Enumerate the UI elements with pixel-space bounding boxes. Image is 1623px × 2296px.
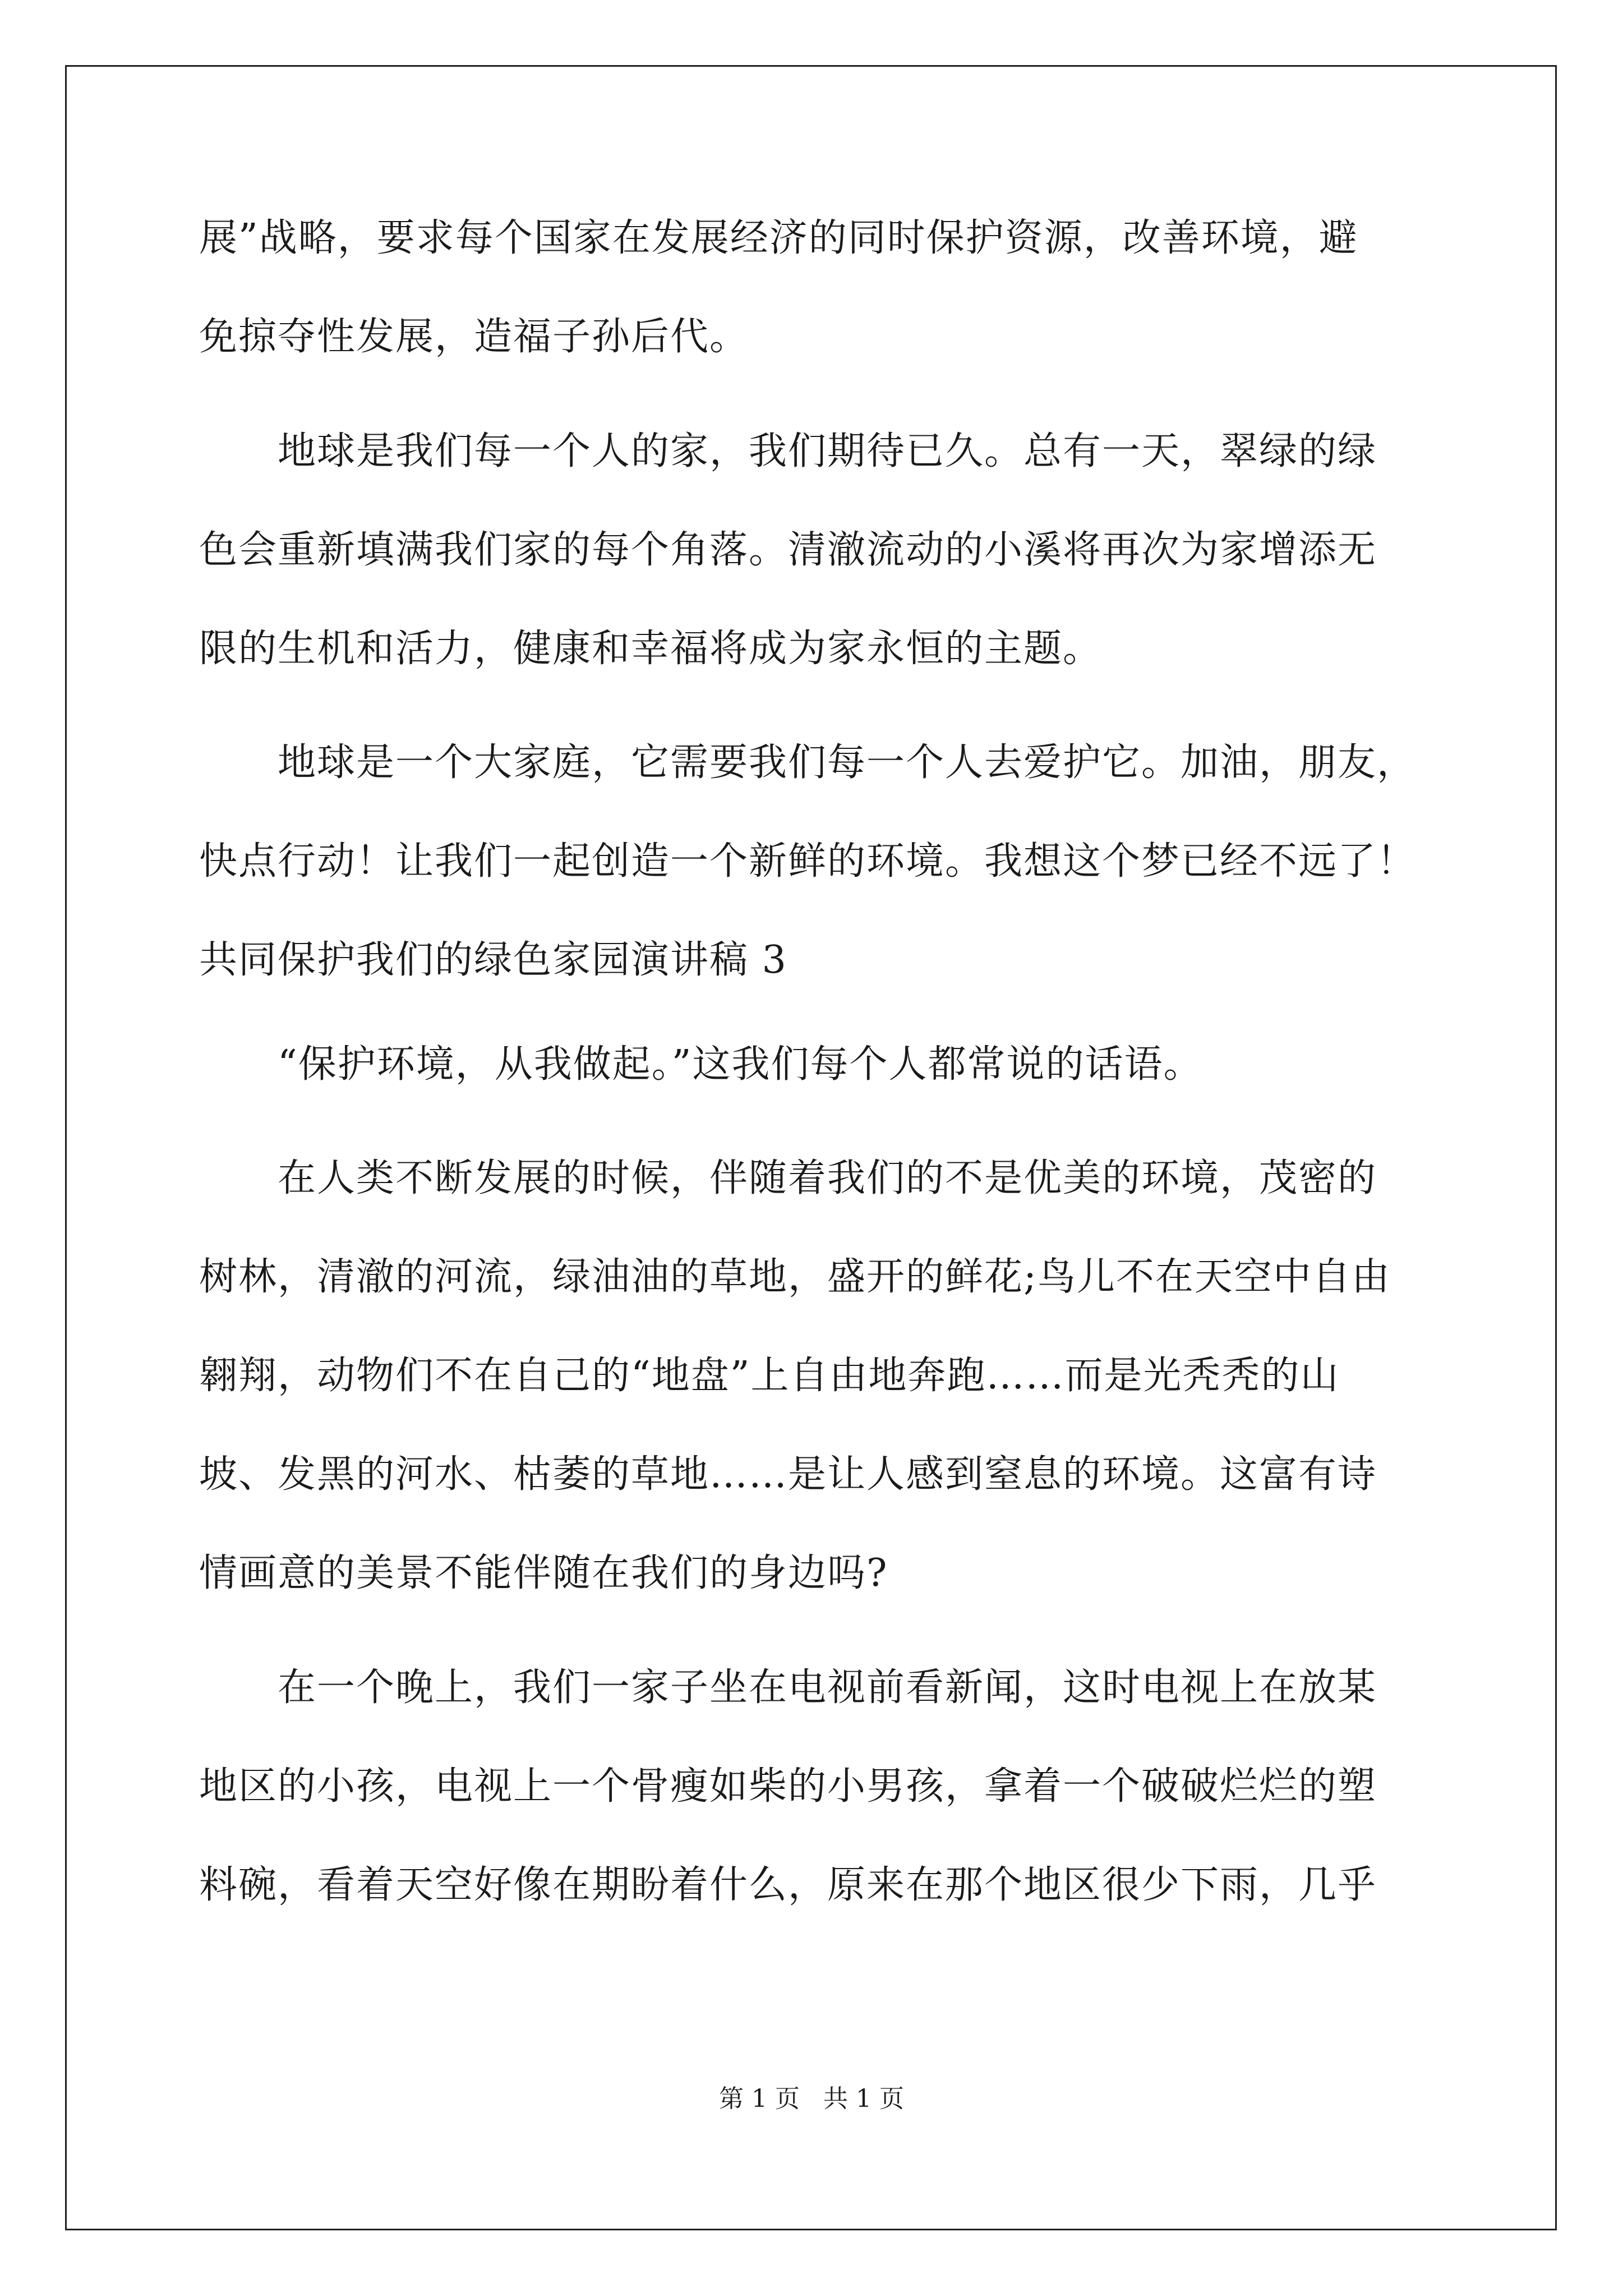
text-line: 限的生机和活力，健康和幸福将成为家永恒的主题。 <box>199 627 1103 671</box>
text-line: 快点行动！让我们一起创造一个新鲜的环境。我想这个梦已经不远了！ <box>199 839 1417 884</box>
paragraph-first-line: 在人类不断发展的时候，伴随着我们的不是优美的环境，茂密的 <box>278 1156 1377 1200</box>
text-line: 展”战略，要求每个国家在发展经济的同时保护资源，改善环境，避 <box>199 216 1358 260</box>
text-line: 坡、发黑的河水、枯萎的草地……是让人感到窒息的环境。这富有诗 <box>199 1452 1377 1497</box>
paragraph-first-line: “保护环境，从我做起。”这我们每个人都常说的话语。 <box>278 1042 1203 1087</box>
text-line: 色会重新填满我们家的每个角落。清澈流动的小溪将再次为家增添无 <box>199 528 1377 572</box>
text-line: 翱翔，动物们不在自己的“地盘”上自由地奔跑……而是光秃秃的山 <box>199 1354 1340 1398</box>
paragraph-first-line: 在一个晚上，我们一家子坐在电视前看新闻，这时电视上在放某 <box>278 1665 1377 1710</box>
text-line: 料碗，看着天空好像在期盼着什么，原来在那个地区很少下雨，几乎 <box>199 1863 1377 1907</box>
text-line: 地区的小孩，电视上一个骨瘦如柴的小男孩，拿着一个破破烂烂的塑 <box>199 1764 1377 1809</box>
paragraph-first-line: 地球是一个大家庭，它需要我们每一个人去爱护它。加油，朋友， <box>278 740 1417 785</box>
text-line: 情画意的美景不能伴随在我们的身边吗? <box>199 1551 888 1595</box>
text-line: 树林，清澈的河流，绿油油的草地，盛开的鲜花;鸟儿不在天空中自由 <box>199 1255 1391 1299</box>
text-line: 免掠夺性发展，造福子孙后代。 <box>199 315 749 359</box>
paragraph-first-line: 地球是我们每一个人的家，我们期待已久。总有一天，翠绿的绿 <box>278 429 1377 473</box>
section-heading: 共同保护我们的绿色家园演讲稿 3 <box>199 938 787 982</box>
page-number-footer: 第 1 页 共 1 页 <box>719 2085 904 2113</box>
